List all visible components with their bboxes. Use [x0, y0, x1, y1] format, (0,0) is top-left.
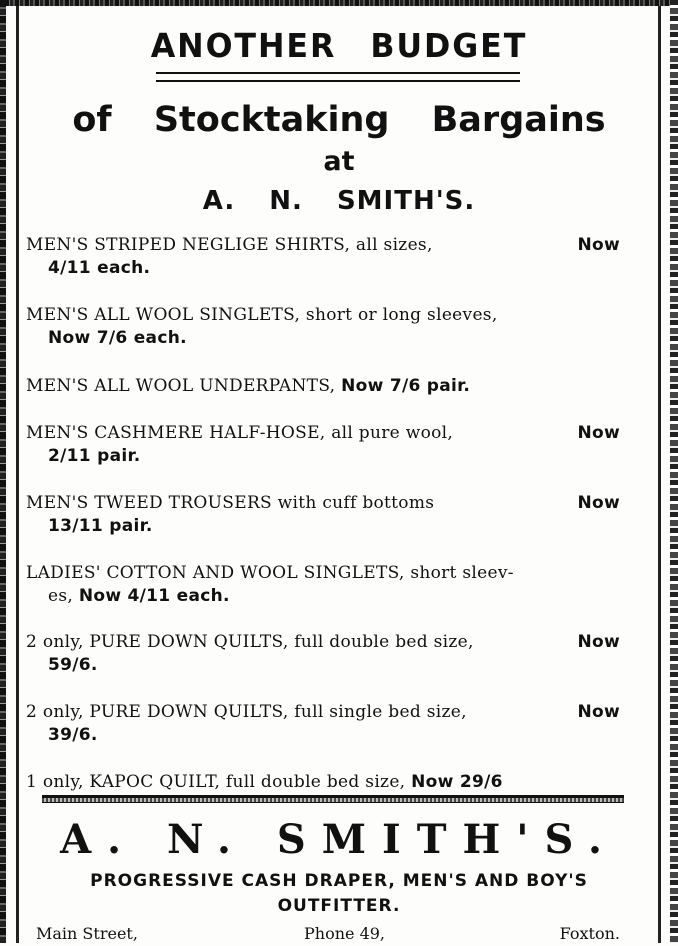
item-description: 2 only, PURE DOWN QUILTS, full single bed size,	[26, 702, 467, 722]
subheadline: of Stocktaking Bargains	[72, 100, 606, 140]
item-price-label: Now	[577, 423, 620, 443]
item-price-label: Now	[577, 632, 620, 652]
list-item	[26, 562, 620, 608]
footer-tagline-line-1: PROGRESSIVE CASH DRAPER, MEN'S AND BOY'S	[90, 871, 588, 891]
footer-rule	[42, 795, 624, 803]
item-price-label: Now	[577, 235, 620, 255]
list-item	[26, 631, 620, 677]
item-description: MEN'S TWEED TROUSERS with cuff bottoms	[26, 493, 435, 513]
list-item	[26, 234, 620, 280]
footer-town: Foxton.	[559, 924, 620, 943]
item-description: MEN'S CASHMERE HALF-HOSE, all pure wool,	[26, 423, 454, 443]
column-rule-right	[658, 6, 661, 943]
footer-phone: Phone 49,	[304, 924, 386, 943]
advertisement	[26, 8, 652, 943]
footer-store-name: A. N. SMITH'S.	[60, 816, 618, 863]
column-rule-left	[16, 6, 19, 943]
item-price-label: Now	[577, 493, 620, 513]
item-price: Now 29/6	[411, 772, 503, 792]
headline-rule	[156, 72, 520, 82]
at-line: at	[323, 146, 355, 177]
store-name: A. N. SMITH'S.	[202, 186, 476, 216]
list-item	[26, 422, 620, 468]
list-item	[26, 492, 620, 538]
list-item	[26, 701, 620, 747]
page-top-edge	[0, 0, 678, 6]
item-price: 59/6.	[48, 655, 98, 675]
list-item	[26, 771, 620, 794]
item-description: MEN'S ALL WOOL SINGLETS, short or long sleeves,	[26, 305, 498, 325]
page-left-edge	[0, 0, 6, 943]
item-description: 1 only, KAPOC QUILT, full double bed size,	[26, 772, 406, 792]
item-price: Now 4/11 each.	[78, 586, 230, 606]
list-item	[26, 304, 620, 350]
item-description: MEN'S ALL WOOL UNDERPANTS,	[26, 376, 336, 396]
item-description: MEN'S STRIPED NEGLIGE SHIRTS, all sizes,	[26, 235, 433, 255]
headline: ANOTHER BUDGET	[150, 26, 528, 65]
list-item	[26, 375, 620, 398]
item-description-continued: es,	[48, 586, 74, 606]
footer-tagline	[26, 869, 652, 919]
item-price: Now 7/6 pair.	[341, 376, 471, 396]
item-description: LADIES' COTTON AND WOOL SINGLETS, short sleev-	[26, 563, 514, 583]
item-description: 2 only, PURE DOWN QUILTS, full double bed size,	[26, 632, 474, 652]
item-price: Now 7/6 each.	[48, 328, 187, 348]
footer-street: Main Street,	[36, 924, 138, 943]
item-price: 13/11 pair.	[48, 516, 153, 536]
page-right-edge	[670, 0, 678, 943]
footer-tagline-line-2: OUTFITTER.	[277, 896, 401, 916]
item-price: 39/6.	[48, 725, 98, 745]
item-price-label: Now	[577, 702, 620, 722]
item-price: 4/11 each.	[48, 258, 151, 278]
item-price: 2/11 pair.	[48, 446, 141, 466]
